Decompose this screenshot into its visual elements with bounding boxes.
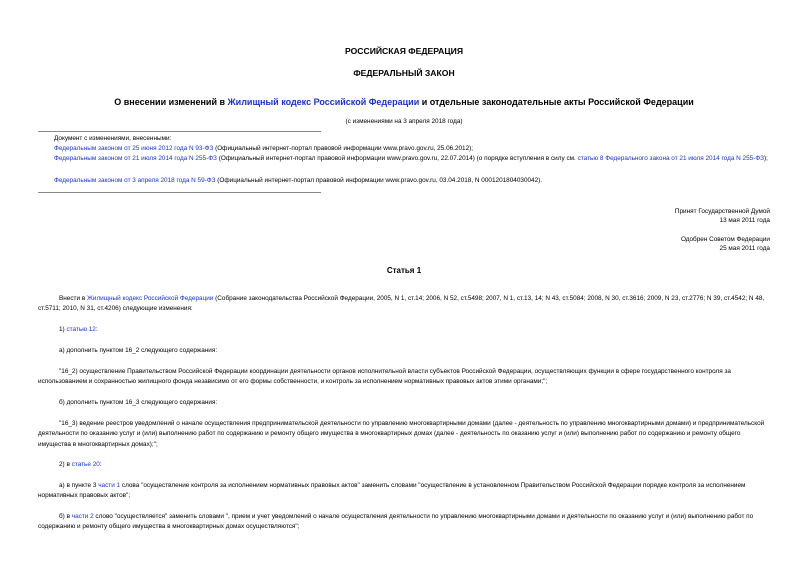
item-1b-text: "16_3) ведение реестров уведомлений о начале осуществления предпринимательской деятельности по управлению многоквартирными домами (далее - деятельность по управлению многоквартирными домами) и предпринимательской деятельности по оказанию услуг и (или) выполнению работ по содержанию и ремонту общего имущества в многоквартирных домах (далее - деятельность по оказанию услуг и (или) выполнению работ по содержанию и ремонту общего имущества в многоквартирных домах);"; bbox=[38, 420, 765, 448]
item-1a-text: "16_2) осуществление Правительством Российской Федерации координации деятельности органов исполнительной власти субъектов Российской Федерации, осуществляющих функции в сфере государственного контроля за использованием и сохранностью жилищного фонда независимо от его формы собственности, и контроль за исполнением нормативных правовых актов этими органами;"; bbox=[38, 368, 731, 386]
change-item-1: Федеральным законом от 25 июня 2012 года N 93-ФЗ (Официальный интернет-портал правовой информации www.pravo.gov.ru, 25.06.2012); bbox=[54, 145, 474, 152]
article-intro: Внести в Жилищный кодекс Российской Федерации (Собрание законодательства Российской Федерации, 2005, N 1, ст.14; 2006, N 52, ст.5498; 2007, N 1, ст.13, 14; N 43, ст.5084; 2008, N 30, ст.3616; 2009, N 23, ст.2776; N 39, ст.4542; N 48, ст.5711; 2010, N 31, ст.4206) следующие изменения: bbox=[38, 295, 765, 313]
housing-code-link[interactable]: Жилищный кодекс Российской Федерации bbox=[227, 97, 420, 107]
article-12-link[interactable]: статью 12 bbox=[66, 326, 96, 333]
change-link-1[interactable]: Федеральным законом от 25 июня 2012 года N 93-ФЗ bbox=[54, 145, 214, 152]
article-8-link[interactable]: статью 8 Федерального закона от 21 июля 2014 года N 255-ФЗ bbox=[577, 155, 765, 162]
change-item-2: Федеральным законом от 21 июля 2014 года N 255-ФЗ (Официальный интернет-портал правовой информации www.pravo.gov.ru, 22.07.2014) (о порядке вступления в силу см. статью 8 Федерального закона от 21 июля 2014 года N 255-ФЗ); bbox=[54, 155, 768, 162]
part-1-link[interactable]: части 1 bbox=[98, 482, 121, 489]
item-1b: б) дополнить пунктом 16_3 следующего содержания: bbox=[59, 399, 218, 406]
item-1: 1) статью 12: bbox=[59, 326, 98, 333]
item-2b: б) в части 2 слово "осуществляется" заменить словами ", прием и учет уведомлений о начале осуществления деятельности по управлению многоквартирными домами и деятельности по оказанию услуг и (или) выполнению работ по содержанию и ремонту общего имущества в многоквартирных домах осуществляются"; bbox=[38, 513, 754, 531]
council-approval: Одобрен Советом Федерации 25 мая 2011 года bbox=[680, 236, 770, 252]
part-2-link[interactable]: части 2 bbox=[71, 513, 94, 520]
duma-adoption: Принят Государственной Думой 13 мая 2011 года bbox=[674, 208, 770, 224]
housing-code-link-2[interactable]: Жилищный кодекс Российской Федерации bbox=[86, 295, 214, 302]
law-title: О внесении изменений в Жилищный кодекс Российской Федерации и отдельные законодательные акты Российской Федерации bbox=[114, 97, 694, 107]
item-2a: а) в пункте 3 части 1 слова "осуществление контроля за исполнением нормативных правовых актов" заменить словами "осуществление в установленном Правительством Российской Федерации порядке контроля за исполнением нормативных правовых актов"; bbox=[38, 482, 746, 500]
country-title: РОССИЙСКАЯ ФЕДЕРАЦИЯ bbox=[344, 46, 464, 56]
changes-intro: Документ с изменениями, внесенными: bbox=[54, 135, 172, 142]
item-1a: а) дополнить пунктом 16_2 следующего содержания: bbox=[59, 347, 218, 354]
divider-bottom bbox=[38, 192, 321, 193]
edition-note: (с изменениями на 3 апреля 2018 года) bbox=[345, 118, 463, 125]
divider-top bbox=[38, 131, 321, 132]
change-item-3: Федеральным законом от 3 апреля 2018 года N 59-ФЗ (Официальный интернет-портал правовой информации www.pravo.gov.ru, 03.04.2018, N 0001201804030042). bbox=[54, 177, 543, 184]
change-link-2[interactable]: Федеральным законом от 21 июля 2014 года N 255-ФЗ bbox=[54, 155, 217, 162]
article-20-link[interactable]: статье 20 bbox=[71, 461, 100, 468]
item-2: 2) в статье 20: bbox=[59, 461, 102, 468]
change-link-3[interactable]: Федеральным законом от 3 апреля 2018 года N 59-ФЗ bbox=[54, 177, 216, 184]
law-type-title: ФЕДЕРАЛЬНЫЙ ЗАКОН bbox=[353, 68, 455, 78]
article-heading: Статья 1 bbox=[386, 266, 422, 275]
